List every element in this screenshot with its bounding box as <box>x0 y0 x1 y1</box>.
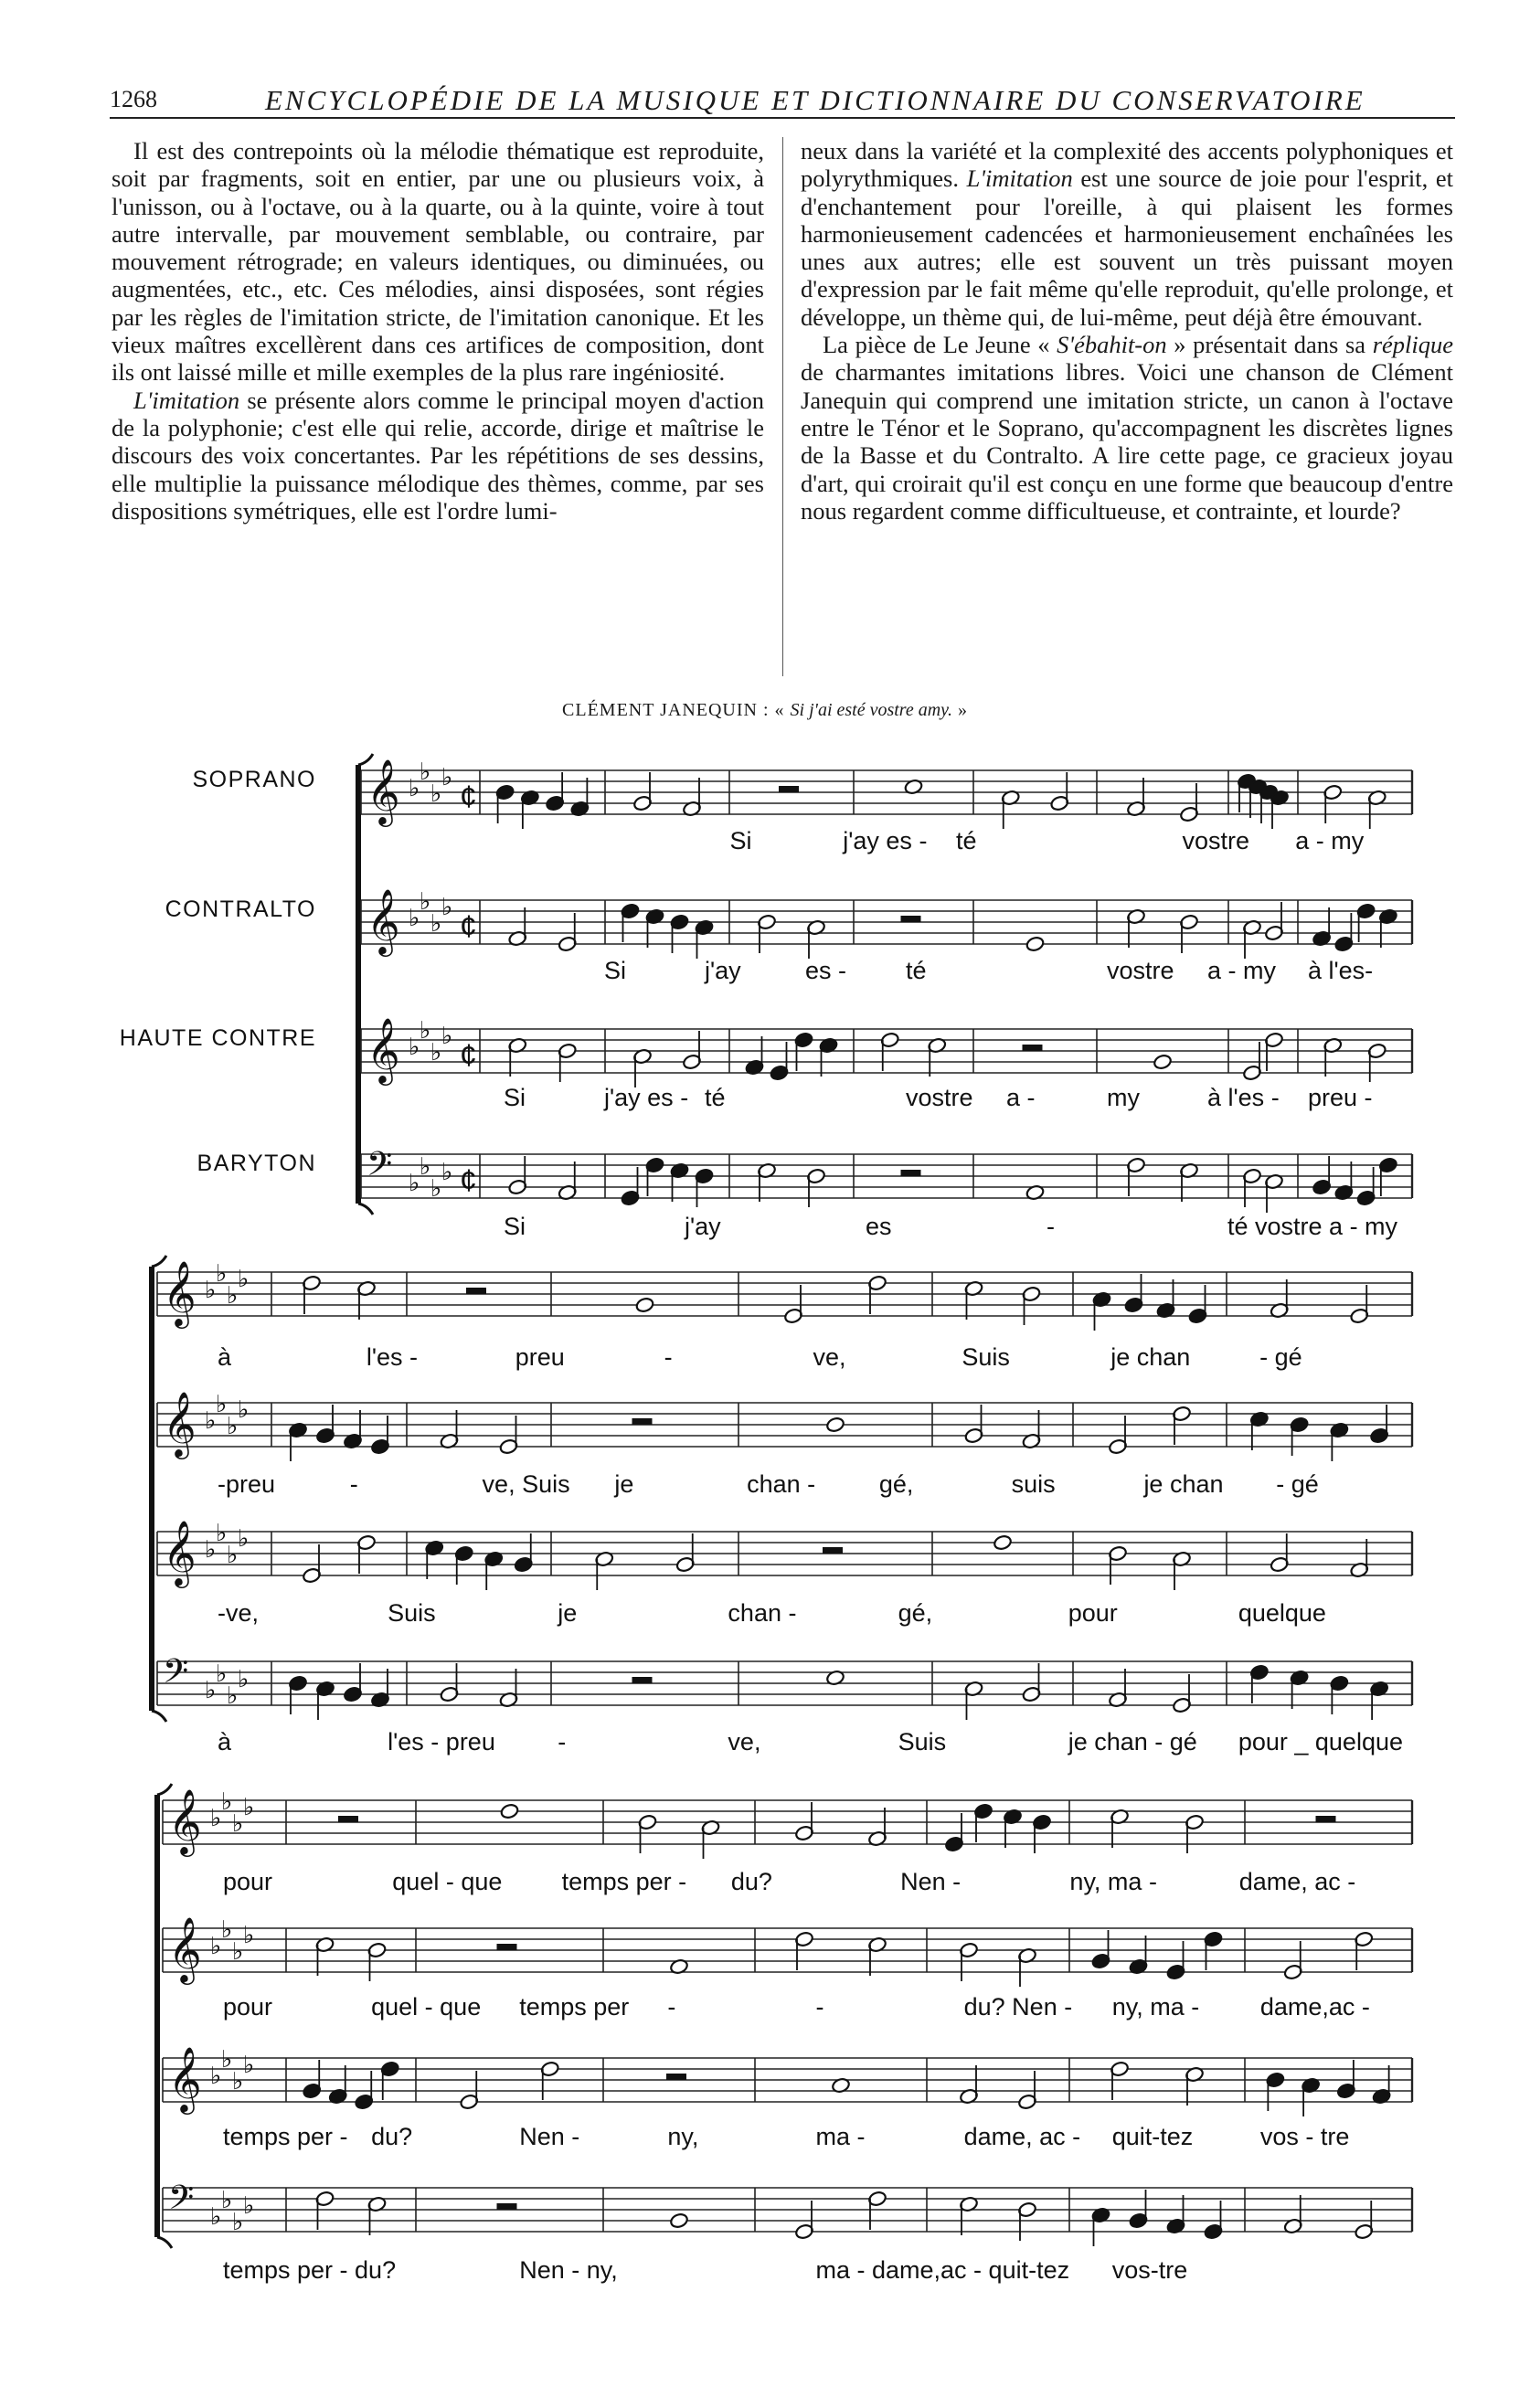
note-head <box>500 1803 519 1819</box>
lyric-syllable: à <box>218 1343 232 1371</box>
flat-sign: ♭ <box>227 1412 239 1439</box>
lyric-syllable: - <box>667 1993 676 2021</box>
note-head <box>1153 1054 1172 1070</box>
lyric-syllable: - gé <box>1259 1343 1302 1371</box>
lyric-syllable: l'es - preu <box>388 1728 495 1756</box>
paragraph-text: » présentait dans sa <box>1166 331 1373 359</box>
flat-sign: ♭ <box>243 1793 255 1820</box>
rest <box>632 1677 653 1683</box>
page-number: 1268 <box>110 86 157 112</box>
flat-sign: ♭ <box>210 1804 222 1831</box>
lyric-syllable: vostre <box>1107 957 1174 984</box>
treble-clef: 𝄞 <box>367 1019 400 1082</box>
note-head <box>825 1416 845 1433</box>
flat-sign: ♭ <box>441 893 453 920</box>
flat-sign: ♭ <box>420 758 431 785</box>
note-head <box>669 2212 688 2229</box>
paragraph-text: La pièce de Le Jeune « <box>823 331 1057 359</box>
treble-clef: 𝄞 <box>367 760 400 823</box>
lyric-syllable: Suis <box>962 1343 1010 1371</box>
lyric-syllable: té vostre a - my <box>1227 1213 1398 1240</box>
flat-sign: ♭ <box>216 1390 228 1417</box>
flat-sign: ♭ <box>205 1276 217 1303</box>
lyric-syllable: Nen - <box>519 2123 580 2150</box>
flat-sign: ♭ <box>232 2208 244 2235</box>
paragraph: Il est des contrepoints où la mélodie thématique est reproduite, soit par fragments, soit en entier, par une ou plusieurs voix, à l'unisson, ou à l'octave, ou à la quarte, ou à la quinte, voire à tout autre intervalle, par mouvement semblable, ou contraire, par mouvement rétrograde; en valeurs identiques, ou diminuées, ou augmentées, etc., etc. Ces mélodies, ainsi disposées, sont régies par les règles de l'imitation stricte, de l'imitation canonique. Et les vieux maîtres excellèrent dans ces artifices de composition, dont ils ont laissé mille et mille exemples de la plus rare ingéniosité. <box>112 137 764 387</box>
lyric-syllable: chan - <box>728 1599 797 1627</box>
rest <box>497 2203 517 2210</box>
flat-sign: ♭ <box>210 2062 222 2089</box>
lyric-syllable: Nen - <box>900 1868 962 1895</box>
lyric-syllable: quelque <box>1238 1599 1326 1627</box>
lyric-syllable: pour <box>223 1868 273 1895</box>
bass-clef: 𝄢 <box>163 1653 189 1698</box>
lyric-syllable: gé, <box>898 1599 933 1627</box>
staff <box>157 1519 1412 1627</box>
flat-sign: ♭ <box>441 1158 453 1185</box>
staff <box>157 1653 1412 1756</box>
lyric-syllable: preu <box>515 1343 565 1371</box>
staff <box>361 887 1412 984</box>
staff <box>157 1259 1412 1371</box>
flat-sign: ♭ <box>238 1395 250 1423</box>
lyric-syllable: - <box>815 1993 824 2021</box>
flat-sign: ♭ <box>243 1921 255 1948</box>
lyric-syllable: my <box>1107 1084 1140 1111</box>
lyric-syllable: suis <box>1011 1470 1056 1498</box>
paragraph-text: neux dans la variété et la complexité des accents polyphoniques et polyrythmiques. <box>801 137 1453 193</box>
lyric-syllable: Si <box>504 1213 526 1240</box>
note-head <box>635 1297 654 1313</box>
lyric-syllable: je <box>614 1470 634 1498</box>
lyric-syllable: té <box>956 827 977 854</box>
emphasis: L'imitation <box>133 386 240 414</box>
lyric-syllable: temps per - du? <box>223 2256 397 2284</box>
lyric-syllable: dame,ac - <box>1259 1993 1370 2021</box>
rest <box>823 1547 843 1554</box>
treble-clef: 𝄞 <box>163 1522 197 1585</box>
staff <box>361 1016 1412 1111</box>
flat-sign: ♭ <box>221 2186 233 2213</box>
flat-sign: ♭ <box>420 1016 431 1044</box>
lyric-syllable: ny, ma - <box>1111 1993 1200 2021</box>
rest <box>466 1288 486 1294</box>
flat-sign: ♭ <box>430 909 442 937</box>
staff <box>163 2180 1412 2284</box>
lyric-syllable: j'ay <box>685 1213 721 1240</box>
lyric-syllable: à l'es- <box>1308 957 1374 984</box>
lyric-syllable: - <box>558 1728 567 1756</box>
rest <box>1316 1816 1336 1822</box>
lyric-syllable: vostre <box>1182 827 1250 854</box>
caption-author: CLÉMENT JANEQUIN : « <box>562 700 791 720</box>
rest <box>497 1944 517 1950</box>
lyric-syllable: temps per <box>519 1993 630 2021</box>
flat-sign: ♭ <box>205 1535 217 1563</box>
voice-label: BARYTON <box>197 1151 316 1176</box>
lyric-syllable: pour <box>223 1993 273 2021</box>
flat-sign: ♭ <box>409 904 420 931</box>
emphasis: L'imitation <box>966 164 1073 193</box>
flat-sign: ♭ <box>221 1915 233 1943</box>
treble-clef: 𝄞 <box>168 1790 202 1853</box>
lyric-syllable: Si <box>504 1084 526 1111</box>
flat-sign: ♭ <box>232 1937 244 1965</box>
flat-sign: ♭ <box>420 887 431 915</box>
staff <box>163 1915 1412 2021</box>
lyric-syllable: chan - <box>747 1470 816 1498</box>
lyric-syllable: - <box>1047 1213 1055 1240</box>
rest <box>901 916 921 922</box>
treble-clef: 𝄞 <box>163 1393 197 1456</box>
lyric-syllable: té <box>705 1084 726 1111</box>
rest <box>338 1816 358 1822</box>
lyric-syllable: ny, <box>667 2123 699 2150</box>
lyric-syllable: dame, ac - <box>1238 1868 1356 1895</box>
rest <box>666 2074 686 2080</box>
lyric-syllable: du? Nen - <box>963 1993 1073 2021</box>
lyric-syllable: Suis <box>388 1599 436 1627</box>
lyric-syllable: a - <box>1006 1084 1036 1111</box>
voice-label: CONTRALTO <box>165 896 316 922</box>
lyric-syllable: Si <box>729 827 752 854</box>
flat-sign: ♭ <box>238 1265 250 1292</box>
bass-clef: 𝄢 <box>367 1146 393 1191</box>
lyric-syllable: quit-tez <box>1111 2123 1194 2150</box>
lyric-syllable: j'ay es - <box>604 1084 689 1111</box>
note-head <box>993 1534 1012 1551</box>
flat-sign: ♭ <box>420 1152 431 1180</box>
flat-sign: ♭ <box>409 1033 420 1060</box>
rest <box>1023 1045 1043 1051</box>
flat-sign: ♭ <box>238 1524 250 1552</box>
lyric-syllable: ma - <box>815 2123 866 2150</box>
score-system <box>152 1256 1412 1756</box>
flat-sign: ♭ <box>409 774 420 801</box>
emphasis: réplique <box>1372 331 1453 359</box>
flat-sign: ♭ <box>430 1174 442 1202</box>
paragraph-text: se présente alors comme le principal moyen d'action de la polyphonie; c'est elle qui relie, accorde, dirige et maîtrise le discours des voix concertantes. Par les répétitions de ses dessins, elle multiplie la puissance mélodique des thèmes, comme, par ses dispositions symétriques, elle est l'ordre lumi- <box>112 386 764 525</box>
score-system <box>157 1784 1412 2284</box>
cut-time-sign: ¢ <box>460 1038 477 1073</box>
lyric-syllable: vostre <box>906 1084 973 1111</box>
flat-sign: ♭ <box>232 1809 244 1837</box>
lyric-syllable: quel - que <box>392 1868 503 1895</box>
lyric-syllable: - gé <box>1276 1470 1319 1498</box>
lyric-syllable: vos - tre <box>1259 2123 1350 2150</box>
lyric-syllable: quel - que <box>371 1993 482 2021</box>
lyric-syllable: preu - <box>1308 1084 1373 1111</box>
lyric-syllable: j'ay es - <box>843 827 928 854</box>
flat-sign: ♭ <box>227 1681 239 1709</box>
flat-sign: ♭ <box>221 1787 233 1815</box>
lyric-syllable: temps per - <box>561 1868 687 1895</box>
note-head <box>1025 936 1045 952</box>
flat-sign: ♭ <box>205 1406 217 1434</box>
lyric-syllable: - <box>349 1470 358 1498</box>
staff <box>157 1390 1412 1498</box>
flat-sign: ♭ <box>441 763 453 790</box>
cut-time-sign: ¢ <box>460 780 477 814</box>
voice-label: SOPRANO <box>192 767 316 792</box>
caption-end: » <box>951 700 968 720</box>
flat-sign: ♭ <box>210 2202 222 2230</box>
staff <box>361 1146 1412 1240</box>
treble-clef: 𝄞 <box>168 2048 202 2111</box>
rest <box>779 786 799 792</box>
flat-sign: ♭ <box>430 780 442 807</box>
flat-sign: ♭ <box>232 2067 244 2095</box>
lyric-syllable: es - <box>805 957 847 984</box>
staff <box>361 758 1412 854</box>
lyric-syllable: ve, <box>813 1343 846 1371</box>
treble-clef: 𝄞 <box>367 890 400 953</box>
lyric-syllable: Suis <box>898 1728 947 1756</box>
lyric-syllable: ve, Suis <box>482 1470 570 1498</box>
flat-sign: ♭ <box>216 1660 228 1687</box>
lyric-syllable: gé, <box>878 1470 914 1498</box>
score-system <box>120 754 1412 1240</box>
caption-title: Si j'ai esté vostre amy. <box>790 700 952 720</box>
lyric-syllable: du? <box>371 2123 413 2150</box>
lyric-syllable: temps per - <box>223 2123 348 2150</box>
staff <box>163 1787 1412 1895</box>
cut-time-sign: ¢ <box>460 909 477 944</box>
lyric-syllable: je <box>558 1599 578 1627</box>
lyric-syllable: à l'es - <box>1207 1084 1280 1111</box>
flat-sign: ♭ <box>216 1519 228 1546</box>
flat-sign: ♭ <box>430 1038 442 1066</box>
lyric-syllable: du? <box>730 1868 772 1895</box>
paragraph-text: de charmantes imitations libres. Voici une chanson de Clément Janequin qui comprend une imitation stricte, un canon à l'octave entre le Ténor et le Soprano, qu'accompagnent les discrètes lignes de la Basse et du Contralto. A lire cette page, ce gracieux joyau d'art, qui croirait qu'il est conçu en une forme que beaucoup d'entre nous regardent comme difficultueuse, et contrainte, et lourde? <box>801 358 1453 525</box>
flat-sign: ♭ <box>216 1259 228 1287</box>
voice-label: HAUTE CONTRE <box>119 1025 316 1051</box>
lyric-syllable: à <box>218 1728 232 1756</box>
lyric-syllable: dame, ac - <box>963 2123 1081 2150</box>
flat-sign: ♭ <box>227 1281 239 1309</box>
lyric-syllable: es <box>866 1213 892 1240</box>
lyric-syllable: je chan - gé <box>1068 1728 1197 1756</box>
lyric-syllable: pour _ quelque <box>1238 1728 1404 1756</box>
lyric-syllable: ma - dame,ac - quit-tez <box>815 2256 1070 2284</box>
paragraph-text: est une source de joie pour l'esprit, et d'enchantement pour l'oreille, à qui plaisent les formes harmonieusement cadencées et harmonieusement enchaînées les unes aux autres; elle est souvent un très puissant moyen d'expression par le fait même qu'elle reproduit, qu'elle prolonge, et développe, un thème qui, de lui-même, peut déjà être émouvant. <box>801 164 1453 331</box>
bass-clef: 𝄢 <box>168 2180 195 2224</box>
lyric-syllable: Nen - ny, <box>519 2256 618 2284</box>
lyric-syllable: je chan <box>1143 1470 1224 1498</box>
lyric-syllable: je chan <box>1110 1343 1191 1371</box>
lyric-syllable: ve, <box>728 1728 761 1756</box>
emphasis: S'ébahit-on <box>1057 331 1167 359</box>
flat-sign: ♭ <box>441 1022 453 1049</box>
running-title: ENCYCLOPÉDIE DE LA MUSIQUE ET DICTIONNAIRE DU CONSERVATOIRE <box>265 84 1365 116</box>
lyric-syllable: -preu <box>218 1470 276 1498</box>
lyric-syllable: a - my <box>1295 827 1365 854</box>
treble-clef: 𝄞 <box>163 1262 197 1325</box>
lyric-syllable: Si <box>604 957 627 984</box>
flat-sign: ♭ <box>409 1169 420 1196</box>
lyric-syllable: l'es - <box>366 1343 419 1371</box>
lyric-syllable: -ve, <box>218 1599 260 1627</box>
flat-sign: ♭ <box>210 1932 222 1959</box>
flat-sign: ♭ <box>243 2051 255 2078</box>
treble-clef: 𝄞 <box>168 1918 202 1981</box>
flat-sign: ♭ <box>227 1541 239 1568</box>
lyric-syllable: ny, ma - <box>1069 1868 1157 1895</box>
lyric-syllable: - <box>664 1343 673 1371</box>
flat-sign: ♭ <box>205 1676 217 1703</box>
rest <box>632 1418 653 1425</box>
flat-sign: ♭ <box>238 1665 250 1692</box>
cut-time-sign: ¢ <box>460 1163 477 1198</box>
lyric-syllable: té <box>906 957 927 984</box>
lyric-syllable: pour <box>1068 1599 1118 1627</box>
lyric-syllable: a - my <box>1207 957 1277 984</box>
flat-sign: ♭ <box>243 2191 255 2219</box>
flat-sign: ♭ <box>221 2045 233 2073</box>
lyric-syllable: vos-tre <box>1111 2256 1188 2284</box>
staff <box>163 2045 1412 2150</box>
rest <box>901 1170 921 1176</box>
lyric-syllable: j'ay <box>705 957 741 984</box>
